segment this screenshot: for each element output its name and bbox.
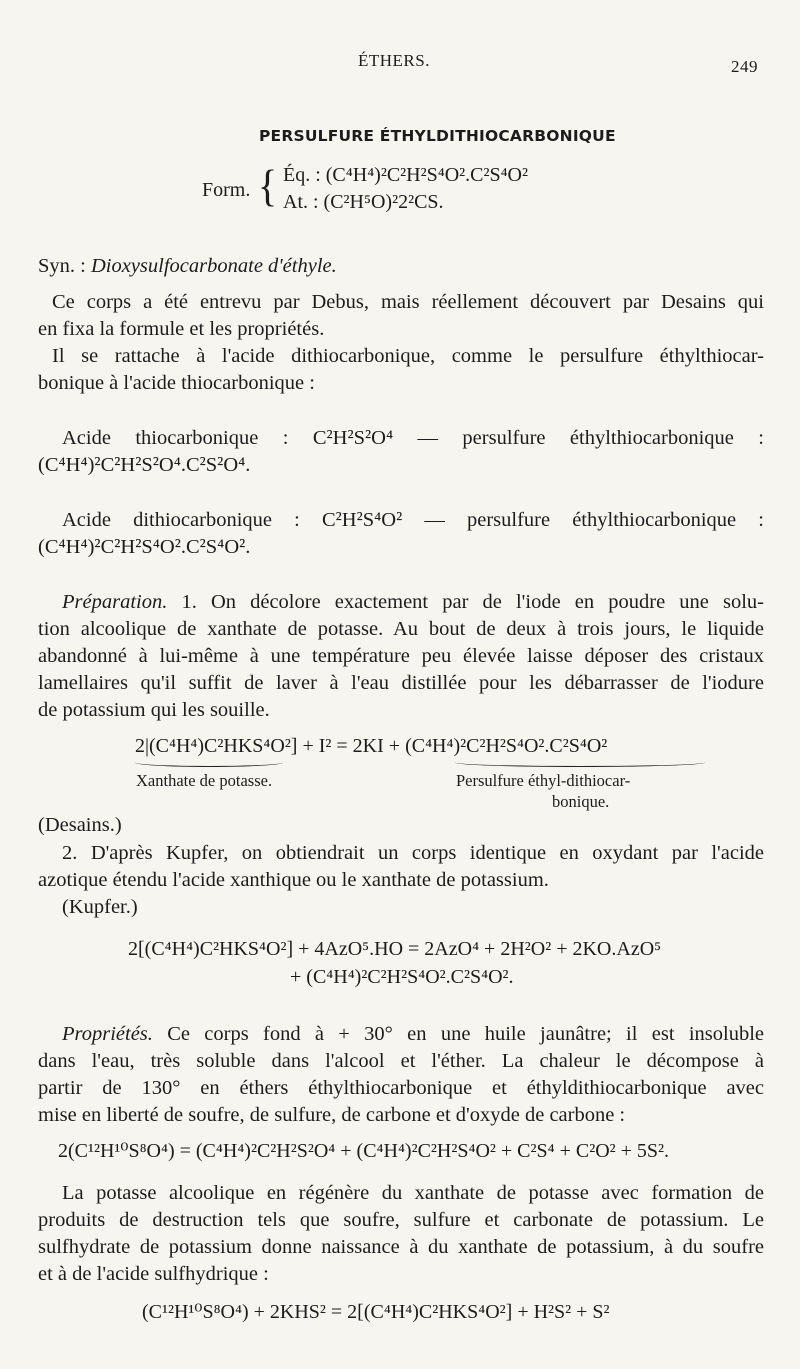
synonym-line <box>38 253 337 279</box>
acid1-line-1: Acide thiocarbonique : C²H²S²O⁴ — persulfure éthylthiocarbonique : <box>62 427 764 449</box>
proprietes-label: Propriétés. <box>62 1023 153 1045</box>
reference-kupfer: (Kupfer.) <box>62 896 138 918</box>
potasse-line-4: et à de l'acide sulfhydrique : <box>38 1263 269 1285</box>
intro-line-4: bonique à l'acide thiocarbonique : <box>38 372 315 394</box>
potasse-line-3: sulfhydrate de potassium donne naissance à du xanthate de potassium, à du soufre <box>38 1236 764 1258</box>
kupfer-line-1: 2. D'après Kupfer, on obtiendrait un corps identique en oxydant par l'acide <box>62 842 764 864</box>
acid1-line-2: (C⁴H⁴)²C²H²S²O⁴.C²S²O⁴. <box>38 454 251 476</box>
acid2-line-1: Acide dithiocarbonique : C²H²S⁴O² — persulfure éthylthiocarbonique : <box>62 509 764 531</box>
proprietes-text-1: Ce corps fond à + 30° en une huile jaunâtre; il est insoluble <box>152 1023 764 1045</box>
reference-desains: (Desains.) <box>38 814 122 836</box>
potasse-line-2: produits de destruction tels que soufre, sulfure et carbonate de potassium. Le <box>38 1209 764 1231</box>
preparation-line-5: de potassium qui les souille. <box>38 699 270 721</box>
potasse-line-1: La potasse alcoolique en régénère du xanthate de potasse avec formation de <box>62 1182 764 1204</box>
label-persulfure-1: Persulfure éthyl-dithiocar- <box>456 771 631 790</box>
synonym-name: Dioxysulfocarbonate d'éthyle. <box>90 255 337 277</box>
running-title: ÉTHERS. <box>358 51 430 70</box>
formula-brace: { <box>258 160 278 211</box>
acid2-line-2: (C⁴H⁴)²C²H²S⁴O².C²S⁴O². <box>38 536 251 558</box>
preparation-line-2: tion alcoolique de xanthate de potasse. Au bout de deux à trois jours, le liquide <box>38 618 764 640</box>
intro-line-2: en fixa la formule et les propriétés. <box>38 318 325 340</box>
proprietes-line-2: dans l'eau, très soluble dans l'alcool et l'éther. La chaleur le décompose à <box>38 1050 764 1072</box>
proprietes-line-1 <box>62 1021 764 1047</box>
intro-line-1: Ce corps a été entrevu par Debus, mais réellement découvert par Desains qui <box>52 291 764 313</box>
underbrace-right <box>455 758 705 767</box>
formula-at: At. : (C²H⁵O)²2²CS. <box>283 191 444 213</box>
formula-eq: Éq. : (C⁴H⁴)²C²H²S⁴O².C²S⁴O² <box>283 164 528 186</box>
proprietes-line-4: mise en liberté de soufre, de sulfure, de carbone et d'oxyde de carbone : <box>38 1104 626 1126</box>
preparation-text-1: 1. On décolore exactement par de l'iode en poudre une solu- <box>167 591 764 613</box>
intro-line-3: Il se rattache à l'acide dithiocarbonique, comme le persulfure éthylthiocar- <box>52 345 764 367</box>
preparation-line-3: abandonné à lui-même à une température peu élevée laisse déposer des cristaux <box>38 645 764 667</box>
label-persulfure-2: bonique. <box>552 792 610 811</box>
formula-label: Form. <box>202 179 251 201</box>
proprietes-line-3: partir de 130° en éthers éthylthiocarbonique et éthyldithiocarbonique avec <box>38 1077 764 1099</box>
preparation-equation: 2|(C⁴H⁴)C²HKS⁴O²] + I² = 2KI + (C⁴H⁴)²C²H²S⁴O².C²S⁴O² <box>135 735 608 757</box>
label-xanthate: Xanthate de potasse. <box>136 771 273 790</box>
kupfer-equation-1: 2[(C⁴H⁴)C²HKS⁴O²] + 4AzO⁵.HO = 2AzO⁴ + 2H²O² + 2KO.AzO⁵ <box>128 938 662 960</box>
kupfer-line-2: azotique étendu l'acide xanthique ou le xanthate de potassium. <box>38 869 549 891</box>
underbrace-left <box>135 758 283 767</box>
preparation-line-4: lamellaires qu'il suffit de laver à l'eau distillée pour les débarrasser de l'iodure <box>38 672 764 694</box>
kupfer-equation-2: + (C⁴H⁴)²C²H²S⁴O².C²S⁴O². <box>290 966 514 988</box>
section-title: PERSULFURE ÉTHYLDITHIOCARBONIQUE <box>259 127 616 145</box>
decomposition-equation: 2(C¹²H¹⁰S⁸O⁴) = (C⁴H⁴)²C²H²S²O⁴ + (C⁴H⁴)²C²H²S⁴O² + C²S⁴ + C²O² + 5S². <box>58 1140 670 1162</box>
synonym-prefix: Syn. : <box>38 255 91 277</box>
preparation-line-1 <box>62 589 764 615</box>
sulfhydrate-equation: (C¹²H¹⁰S⁸O⁴) + 2KHS² = 2[(C⁴H⁴)C²HKS⁴O²] + H²S² + S² <box>142 1301 610 1323</box>
preparation-label: Préparation. <box>62 591 168 613</box>
page-number: 249 <box>731 57 758 76</box>
